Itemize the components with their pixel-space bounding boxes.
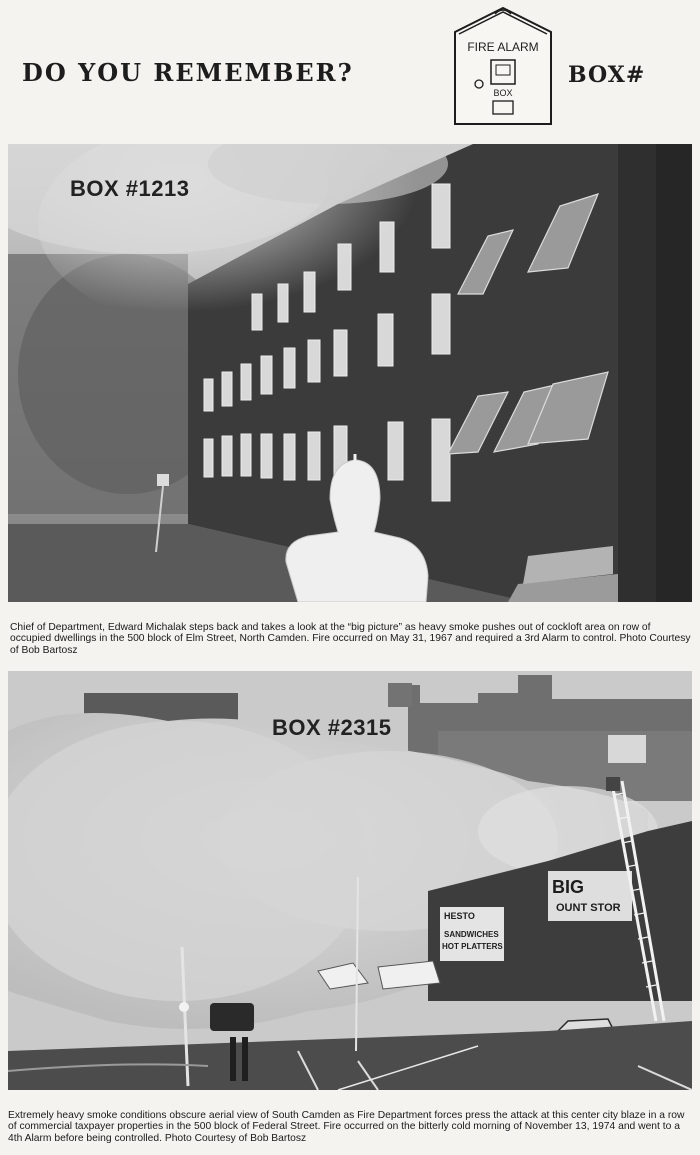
alarm-box-bottom-label: BOX bbox=[493, 88, 513, 98]
fire-alarm-box-icon bbox=[445, 4, 561, 128]
deli-sign-line3: HOT PLATTERS bbox=[442, 942, 503, 951]
alarm-box-top-label: FIRE ALARM bbox=[467, 40, 539, 54]
deli-sign-line2: SANDWICHES bbox=[444, 930, 499, 939]
photo-box-1213 bbox=[8, 144, 692, 602]
photo-1-caption: Chief of Department, Edward Michalak steps back and takes a look at the “big picture” as heavy smoke pushes out of cockloft area on row of occupied dwellings in the 500 block of Elm Street, North Camden. Fire occurred on May 31, 1967 and required a 3rd Alarm to control. Photo Courtesy of Bob Bartosz bbox=[10, 622, 691, 656]
box-1213-label: BOX #1213 bbox=[70, 176, 190, 201]
deli-sign-line1: HESTO bbox=[444, 911, 475, 921]
store-sign-line2: OUNT STOR bbox=[556, 902, 621, 914]
photo-box-2315 bbox=[8, 671, 692, 1090]
box-number-label: BOX# bbox=[568, 62, 646, 88]
box-2315-label: BOX #2315 bbox=[272, 715, 392, 740]
page-title: DO YOU REMEMBER? bbox=[22, 58, 354, 87]
photo-2-caption: Extremely heavy smoke conditions obscure aerial view of South Camden as Fire Department forces press the attack at this center city blaze in a row of commercial taxpayer properties in the 500 block of Federal Street. Fire occurred on the bitterly cold morning of November 13, 1974 and went to a 4th Alarm before being controlled. Photo Courtesy of Bob Bartosz bbox=[8, 1110, 685, 1144]
store-sign-line1: BIG bbox=[552, 877, 585, 897]
